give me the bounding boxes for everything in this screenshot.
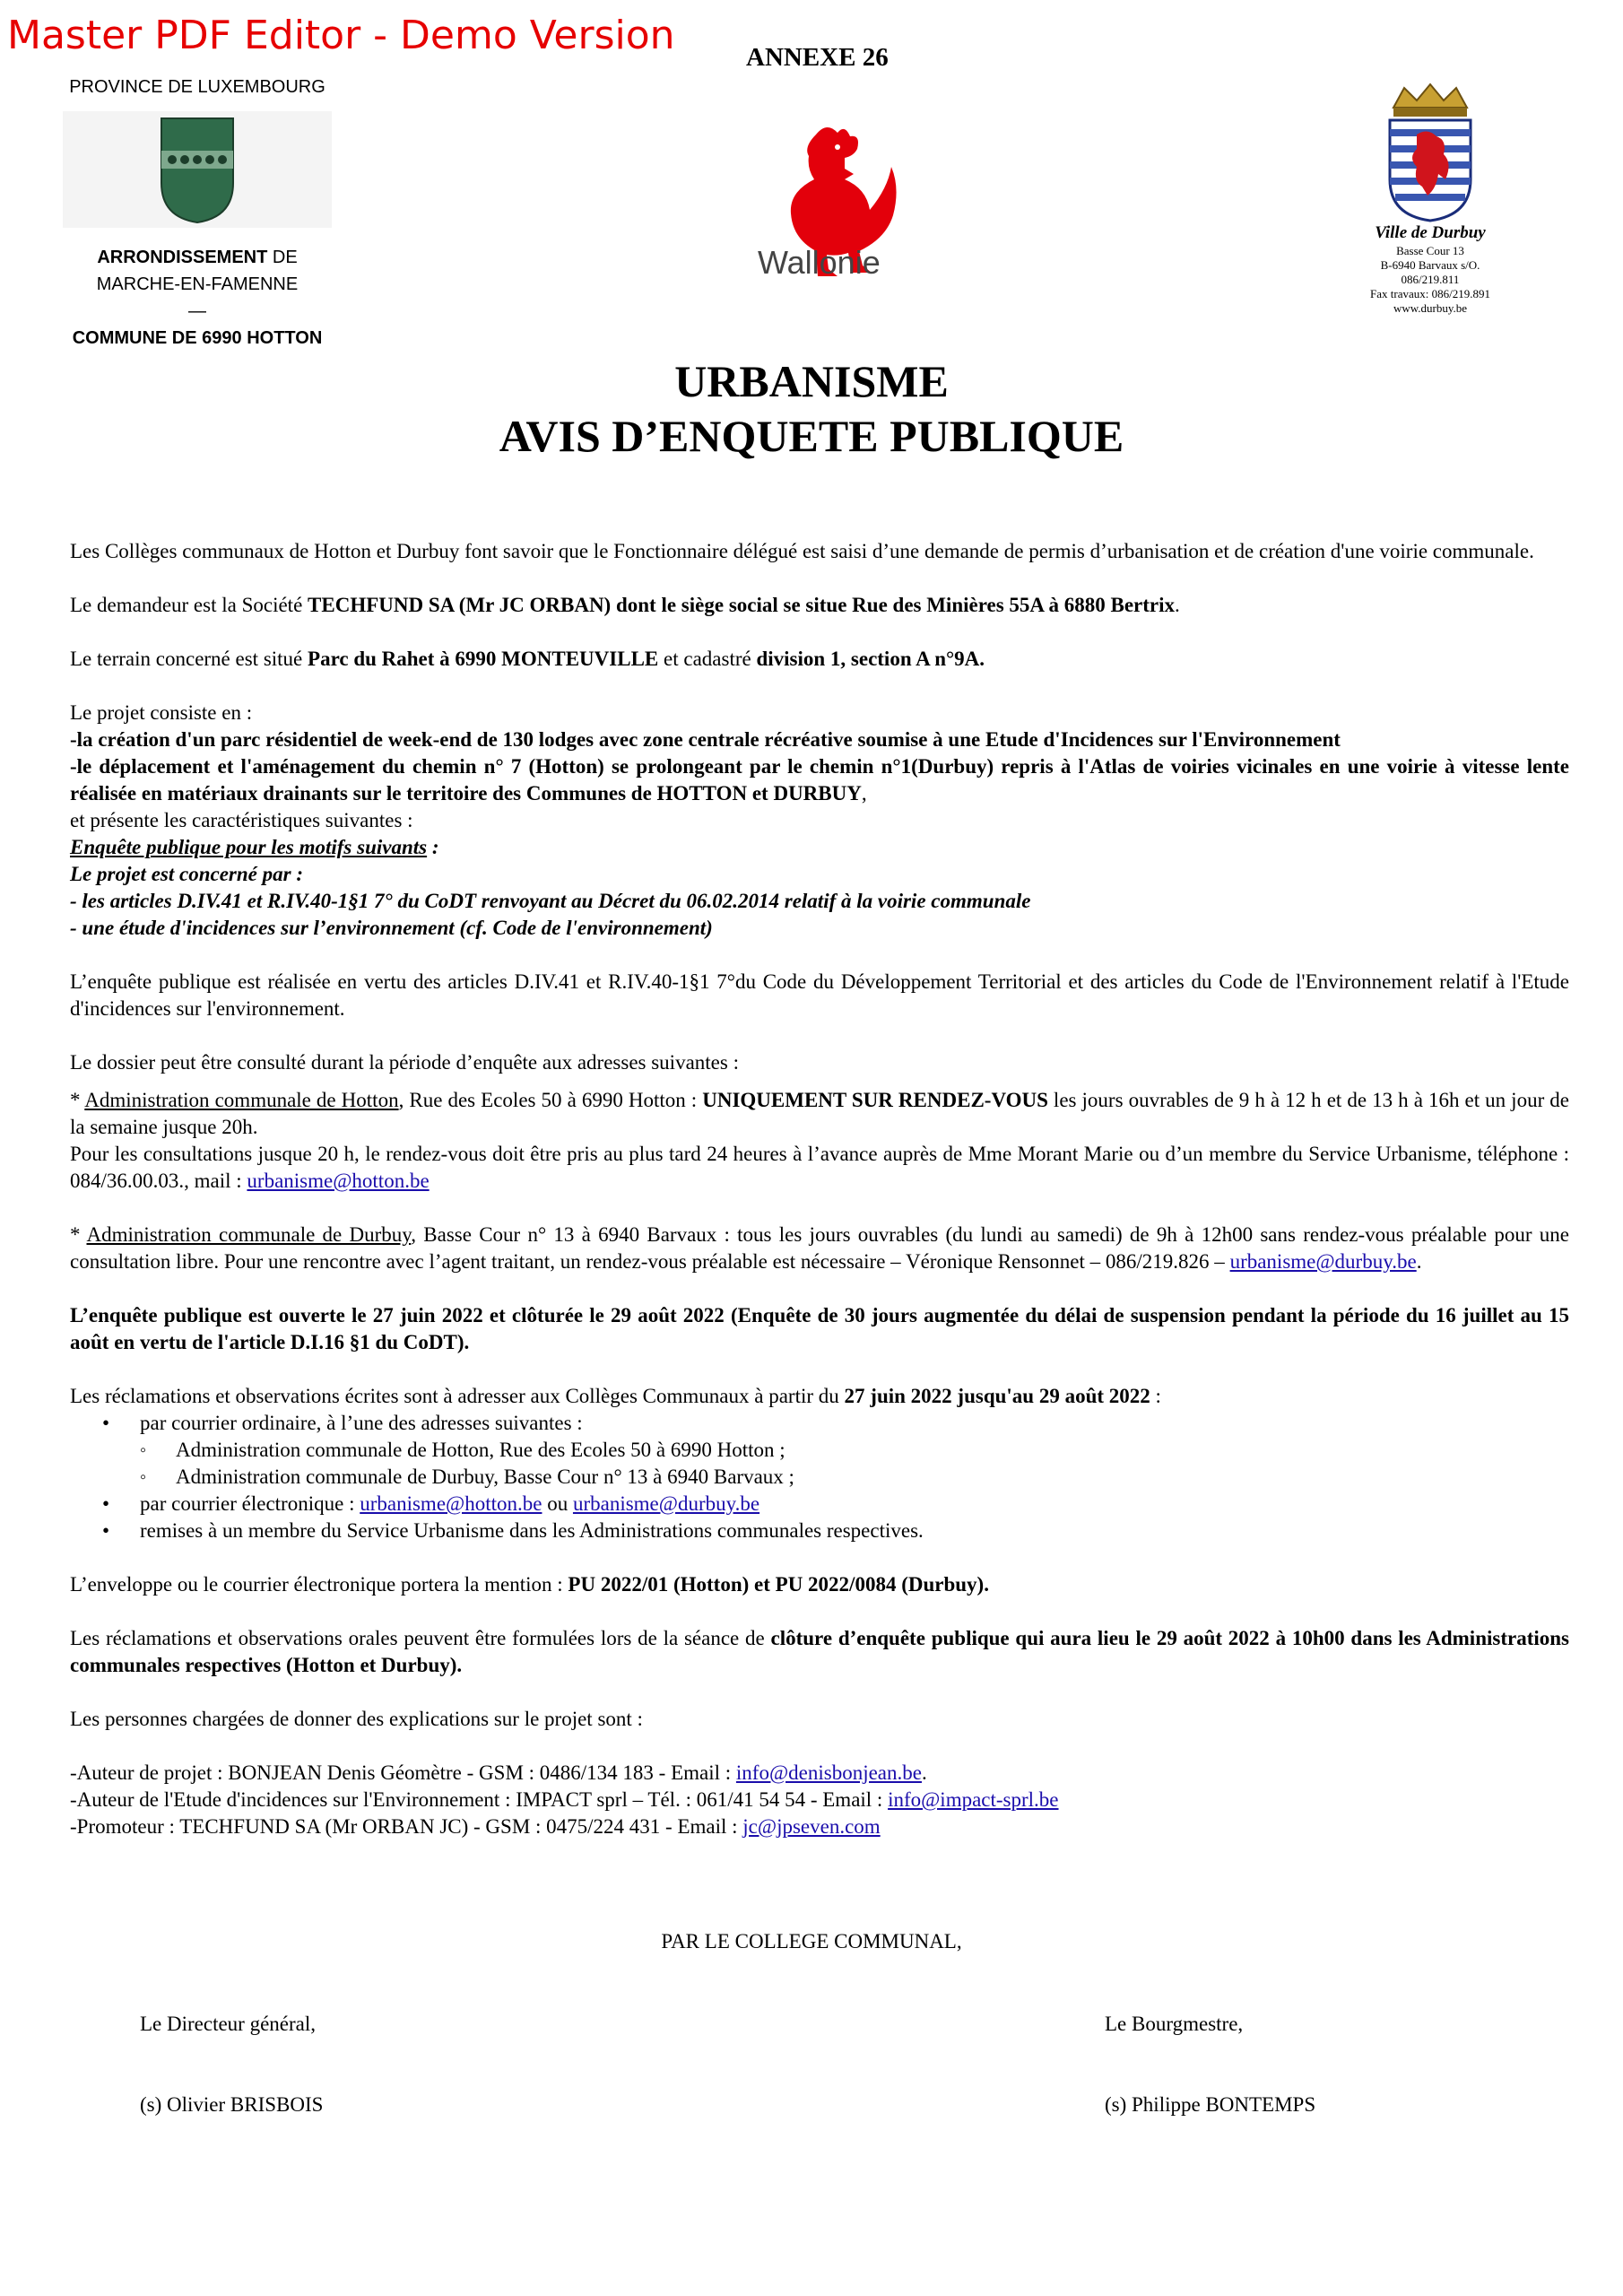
notice-body bbox=[70, 538, 1569, 1840]
province-label: PROVINCE DE LUXEMBOURG bbox=[69, 77, 325, 97]
applicant-paragraph: Le demandeur est la Société TECHFUND SA (Mr JC ORBAN) dont le siège social se situe Rue des Minières 55A à 6880 Bertrix. bbox=[70, 594, 1180, 616]
signature-mayor bbox=[1105, 2011, 1315, 2118]
study-email-link[interactable]: info@impact-sprl.be bbox=[888, 1788, 1059, 1811]
claims-bullet-handdelivery: • remises à un membre du Service Urbanisme dans les Administrations communales respectives. bbox=[70, 1518, 1569, 1544]
durbuy-phone: 086/219.811 bbox=[1401, 273, 1460, 286]
hotton-email-link[interactable]: urbanisme@hotton.be bbox=[247, 1170, 430, 1192]
claims-hotton-email-link[interactable]: urbanisme@hotton.be bbox=[360, 1492, 542, 1515]
arrondissement-name: MARCHE-EN-FAMENNE bbox=[96, 274, 299, 294]
contacts-intro: Les personnes chargées de donner des explications sur le projet sont : bbox=[70, 1708, 643, 1730]
project-item-1: -la création d'un parc résidentiel de week-end de 130 lodges avec zone centrale récréative soumise à une Etude d'Incidences sur l'Environnement bbox=[70, 728, 1341, 751]
document-title-line1: URBANISME bbox=[674, 356, 949, 406]
claims-subitem-hotton: ◦ Administration communale de Hotton, Rue des Ecoles 50 à 6990 Hotton ; bbox=[70, 1437, 1569, 1464]
annex-label: ANNEXE 26 bbox=[746, 43, 889, 72]
mayor-role: Le Bourgmestre, bbox=[1105, 2013, 1244, 2035]
consultation-intro: Le dossier peut être consulté durant la période d’enquête aux adresses suivantes : bbox=[70, 1051, 739, 1074]
wallonie-label: Wallonie bbox=[758, 244, 881, 281]
header-dash: — bbox=[188, 301, 206, 321]
hotton-coat-of-arms-icon bbox=[63, 111, 332, 228]
commune-label: COMMUNE DE 6990 HOTTON bbox=[72, 328, 323, 348]
claims-bullet-post: • par courrier ordinaire, à l’une des adresses suivantes : bbox=[70, 1410, 1569, 1437]
director-name: (s) Olivier BRISBOIS bbox=[140, 2093, 324, 2116]
contact-promoter: -Promoteur : TECHFUND SA (Mr ORBAN JC) - GSM : 0475/224 431 - Email : jc@jpseven.com bbox=[70, 1815, 881, 1838]
author-email-link[interactable]: info@denisbonjean.be bbox=[735, 1761, 922, 1784]
hotton-consultation: * Administration communale de Hotton, Rue des Ecoles 50 à 6990 Hotton : UNIQUEMENT SUR RENDEZ-VOUS les jours ouvrables de 9 h à 12 h et de 13 h à 16h et un jour de la semaine jusque 20h. Pour les consultations jusque 20 h, le rendez-vous doit être pris au plus tard 24 heures à l’avance auprès de Mme Morant Marie ou d’un membre du Service Urbanisme, téléphone : 084/36.00.03., mail : urbanisme@hotton.be bbox=[70, 1089, 1569, 1192]
project-item-2: -le déplacement et l'aménagement du chemin n° 7 (Hotton) se prolongeant par le chemin n°1(Durbuy) repris à l'Atlas de voiries vicinales en une voirie à vitesse lente réalisée en matériaux drainants sur le territoire des Communes de HOTTON et DURBUY bbox=[70, 755, 1569, 804]
inquiry-motives-heading: Enquête publique pour les motifs suivants bbox=[70, 836, 428, 858]
durbuy-fax: Fax travaux: 086/219.891 bbox=[1370, 287, 1490, 300]
claims-bullet-email: • par courrier électronique : urbanisme@hotton.be ou urbanisme@durbuy.be bbox=[70, 1491, 1569, 1518]
signature-director bbox=[140, 2011, 323, 2118]
durbuy-address-line1: Basse Cour 13 bbox=[1396, 244, 1464, 257]
durbuy-header bbox=[1336, 223, 1524, 316]
project-paragraph: Le projet consiste en : -la création d'un parc résidentiel de week-end de 130 lodges avec zone centrale récréative soumise à une Etude d'Incidences sur l'Environnement -le déplacement et l'aménagement du chemin n° 7 (Hotton) se prolongeant par le chemin n°1(Durbuy) repris à l'Atlas de voiries vicinales en une voirie à vitesse lente réalisée en matériaux drainants sur le territoire des Communes de HOTTON et DURBUY, et présente les caractéristiques suivantes : Enquête publique pour les motifs suivants : Le projet est concerné par : - les articles D.IV.41 et R.IV.40-1§1 7° du CoDT renvoyant au Décret du 06.02.2014 relatif à la voirie communale - une étude d'incidences sur l’environnement (cf. Code de l'environnement) bbox=[70, 701, 1569, 939]
demo-watermark: Master PDF Editor - Demo Version bbox=[7, 13, 675, 58]
director-role: Le Directeur général, bbox=[140, 2013, 317, 2035]
inquiry-period: L’enquête publique est ouverte le 27 juin 2022 et clôturée le 29 août 2022 (Enquête de 30 jours augmentée du délai de suspension pendant la période du 16 juillet au 15 août en vertu de l'article D.I.16 §1 du CoDT). bbox=[70, 1304, 1569, 1353]
contact-author: -Auteur de projet : BONJEAN Denis Géomètre - GSM : 0486/134 183 - Email : info@denisbonjean.be. bbox=[70, 1761, 927, 1784]
durbuy-city-name: Ville de Durbuy bbox=[1375, 223, 1486, 242]
durbuy-crest-icon bbox=[1381, 81, 1480, 224]
intro-paragraph: Les Collèges communaux de Hotton et Durbuy font savoir que le Fonctionnaire délégué est saisi d’une demande de permis d’urbanisation et de création d'une voirie communale. bbox=[70, 540, 1534, 562]
written-claims-intro: Les réclamations et observations écrites sont à adresser aux Collèges Communaux à partir du 27 juin 2022 jusqu'au 29 août 2022 : bbox=[70, 1385, 1161, 1407]
reference-paragraph: L’enveloppe ou le courrier électronique portera la mention : PU 2022/01 (Hotton) et PU 2022/0084 (Durbuy). bbox=[70, 1573, 989, 1596]
claims-subitem-durbuy: ◦ Administration communale de Durbuy, Basse Cour n° 13 à 6940 Barvaux ; bbox=[70, 1464, 1569, 1491]
arrondissement-line: ARRONDISSEMENT DE bbox=[97, 248, 298, 267]
durbuy-admin-label: Administration communale de Durbuy bbox=[86, 1223, 412, 1246]
signoff-line: PAR LE COLLEGE COMMUNAL, bbox=[661, 1930, 962, 1952]
durbuy-address-line2: B-6940 Barvaux s/O. bbox=[1380, 258, 1480, 272]
promoter-email-link[interactable]: jc@jpseven.com bbox=[742, 1815, 881, 1838]
durbuy-website: www.durbuy.be bbox=[1393, 301, 1468, 315]
document-title-line2: AVIS D’ENQUETE PUBLIQUE bbox=[499, 411, 1124, 461]
contact-study: -Auteur de l'Etude d'incidences sur l'Environnement : IMPACT sprl – Tél. : 061/41 54 54 - Email : info@impact-sprl.be bbox=[70, 1788, 1059, 1811]
site-paragraph: Le terrain concerné est situé Parc du Rahet à 6990 MONTEUVILLE et cadastré division 1, section A n°9A. bbox=[70, 648, 985, 670]
oral-claims-paragraph: Les réclamations et observations orales peuvent être formulées lors de la séance de clôture d’enquête publique qui aura lieu le 29 août 2022 à 10h00 dans les Administrations communales respectives (Hotton et Durbuy). bbox=[70, 1627, 1569, 1676]
hotton-admin-label: Administration communale de Hotton bbox=[84, 1089, 399, 1111]
mayor-name: (s) Philippe BONTEMPS bbox=[1105, 2093, 1316, 2116]
durbuy-email-link[interactable]: urbanisme@durbuy.be bbox=[1229, 1250, 1417, 1273]
legal-basis-paragraph: L’enquête publique est réalisée en vertu des articles D.IV.41 et R.IV.40-1§1 7°du Code du Développement Territorial et des articles du Code de l'Environnement relatif à l'Etude d'incidences sur l'environnement. bbox=[70, 970, 1569, 1020]
hotton-header bbox=[54, 74, 341, 352]
durbuy-consultation: * Administration communale de Durbuy, Basse Cour n° 13 à 6940 Barvaux : tous les jours ouvrables (du lundi au samedi) de 9h à 12h00 sans rendez-vous préalable pour une consultation libre. Pour une rencontre avec l’agent traitant, un rendez-vous préalable est nécessaire – Véronique Rensonnet – 086/219.826 – urbanisme@durbuy.be. bbox=[70, 1223, 1569, 1273]
claims-durbuy-email-link[interactable]: urbanisme@durbuy.be bbox=[572, 1492, 760, 1515]
